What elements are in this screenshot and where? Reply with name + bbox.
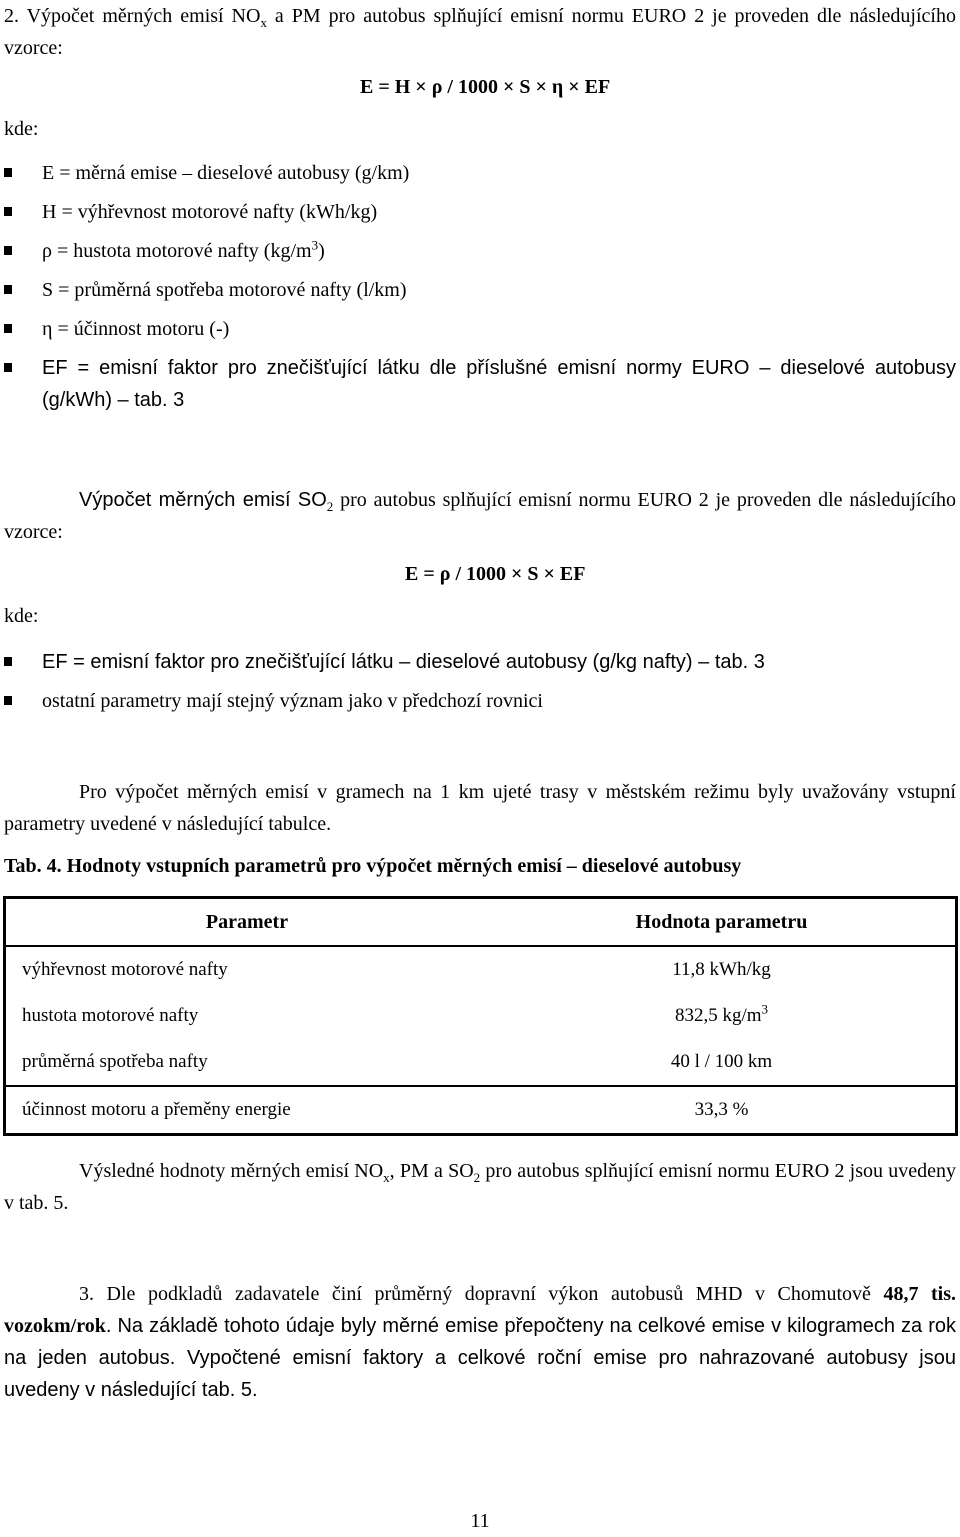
list-item (0, 154, 956, 193)
list-item-text: H = výhřevnost motorové nafty (kWh/kg) (42, 201, 378, 223)
table-cell-value: 40 l / 100 km (670, 1051, 773, 1072)
results-sub-2: 2 (473, 1170, 481, 1185)
so2-intro-rest: pro autobus splňující emisní normu EURO 2 je proveden dle následujícího vzorce: (4, 489, 956, 543)
results-sub-1: x (383, 1170, 390, 1185)
parameters-table (3, 896, 958, 1136)
so2-intro-sub: 2 (326, 499, 334, 514)
section3-text-1: 3. Dle podkladů zadavatele činí průměrný dopravní výkon autobusů MHD v Chomutově (79, 1283, 884, 1305)
list-item (0, 232, 956, 271)
section3-text-2: . Na základě tohoto údaje byly měrné emise přepočteny na celkové emise v kilogramech za rok na jeden autobus. Vypočtené emisní faktory a celkové roční emise pro nahrazované autobusy jsou uvedeny v následující tab. 5. (4, 1315, 956, 1401)
rho-unit-sup: 3 (311, 237, 319, 253)
rho-unit-close: ) (318, 240, 325, 262)
so2-intro (4, 484, 956, 548)
list-item (0, 193, 956, 232)
bullet-square-icon (4, 285, 12, 294)
table-cell-name: výhřevnost motorové nafty (22, 959, 228, 980)
section2-intro-sub: x (260, 15, 267, 30)
results-text-1: Výsledné hodnoty měrných emisí NO (79, 1160, 384, 1182)
list-item-text: ρ = hustota motorové nafty (kg/m (42, 240, 312, 262)
results-text-2: , PM a SO (389, 1160, 474, 1182)
table-row (5, 1039, 957, 1086)
list-item (0, 643, 956, 682)
table-row (5, 1086, 957, 1135)
table-cell-name: průměrná spotřeba nafty (22, 1051, 208, 1072)
table-cell-value: 33,3 % (488, 1086, 957, 1135)
bullet-square-icon (4, 168, 12, 177)
section3-paragraph (4, 1278, 956, 1406)
kde-label-1: kde: (4, 118, 39, 140)
list-item-text: EF = emisní faktor pro znečišťující látku – dieselové autobusy (g/kg nafty) – tab. 3 (42, 651, 765, 673)
bullet-square-icon (4, 657, 12, 666)
table-header-value: Hodnota parametru (488, 898, 957, 947)
bullet-square-icon (4, 207, 12, 216)
inputs-paragraph: Pro výpočet měrných emisí v gramech na 1 km ujeté trasy v městském režimu byly uvažovány vstupní parametry uvedené v následující tabulce. (4, 781, 956, 835)
bullet-square-icon (4, 324, 12, 333)
table-caption: Tab. 4. Hodnoty vstupních parametrů pro výpočet měrných emisí – dieselové autobusy (4, 855, 742, 877)
variable-list-1 (0, 154, 956, 418)
section3-bold-value: 48,7 tis. vozokm/rok (4, 1283, 956, 1337)
list-item-text: EF = emisní faktor pro znečišťující látku dle příslušné emisní normy EURO – dieselové autobusy (g/kWh) – tab. 3 (42, 357, 956, 411)
table-cell-value-sup: 3 (761, 1001, 769, 1017)
table-cell-name: hustota motorové nafty (22, 1005, 199, 1026)
section2-intro (4, 0, 956, 64)
so2-intro-prefix: Výpočet měrných emisí SO (79, 489, 327, 511)
list-item-text: ostatní parametry mají stejný význam jako v předchozí rovnici (42, 690, 543, 712)
section2-intro-rest: a PM pro autobus splňující emisní normu EURO 2 je proveden dle následujícího vzorce: (4, 5, 956, 59)
bullet-square-icon (4, 696, 12, 705)
formula-so2: E = ρ / 1000 × S × EF (405, 563, 586, 585)
table-cell-value (488, 993, 957, 1039)
list-item-text: η = účinnost motoru (-) (42, 318, 230, 340)
list-item (0, 349, 956, 418)
table-cell-value-text: 832,5 kg/m (674, 1005, 762, 1026)
list-item (0, 271, 956, 310)
list-item-text: E = měrná emise – dieselové autobusy (g/km) (42, 162, 410, 184)
table-row (5, 993, 957, 1039)
bullet-square-icon (4, 363, 12, 372)
section2-intro-prefix: 2. Výpočet měrných emisí NO (4, 5, 261, 27)
variable-list-2 (0, 643, 956, 721)
formula-nox-pm: E = H × ρ / 1000 × S × η × EF (360, 76, 611, 98)
results-paragraph (4, 1155, 956, 1219)
bullet-square-icon (4, 246, 12, 255)
table-header-parameter: Parametr (5, 898, 489, 947)
list-item-text: S = průměrná spotřeba motorové nafty (l/km) (42, 279, 407, 301)
table-row (5, 946, 957, 993)
list-item (0, 310, 956, 349)
kde-label-2: kde: (4, 605, 39, 627)
results-text-3: pro autobus splňující emisní normu EURO 2 jsou uvedeny v tab. 5. (4, 1160, 956, 1214)
table-cell-name: účinnost motoru a přeměny energie (5, 1086, 489, 1135)
list-item (0, 682, 956, 721)
table-cell-value: 11,8 kWh/kg (672, 959, 771, 980)
page-number: 11 (470, 1510, 490, 1532)
